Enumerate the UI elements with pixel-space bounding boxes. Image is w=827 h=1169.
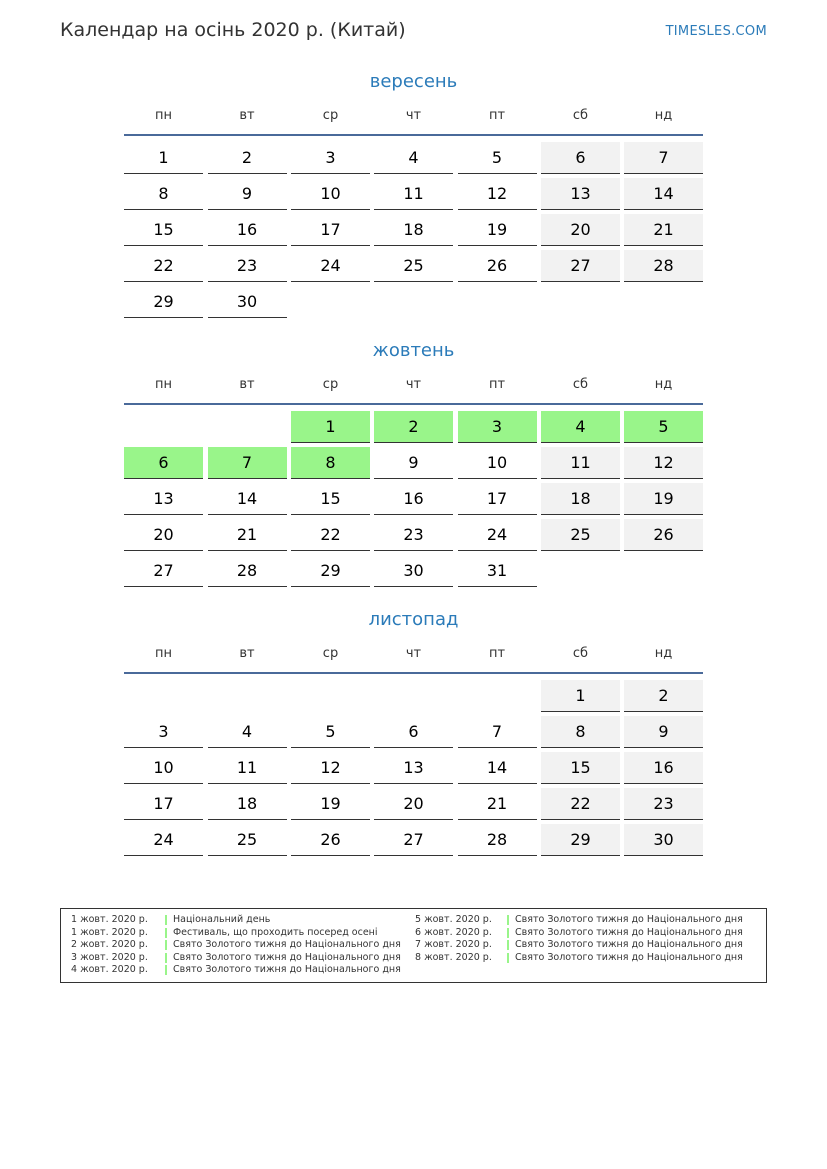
day-cell: 10 [124, 752, 203, 784]
day-cell: 3 [458, 411, 537, 443]
weekday-label: чт [405, 108, 422, 123]
legend-date: 8 жовт. 2020 р. [415, 951, 492, 963]
day-cell: 6 [541, 142, 620, 174]
weekday-label: вт [239, 108, 255, 123]
day-cell: 28 [458, 824, 537, 856]
legend-color-marker [507, 915, 509, 925]
day-cell: 15 [124, 214, 203, 246]
month-title: жовтень [372, 340, 455, 361]
day-cell: 20 [374, 788, 453, 820]
weekday-label: пн [155, 646, 172, 661]
weekday-label: нд [654, 646, 673, 661]
day-cell: 8 [291, 447, 370, 479]
legend-entry [71, 939, 401, 952]
day-cell: 21 [208, 519, 287, 551]
day-cell: 20 [541, 214, 620, 246]
legend-date: 3 жовт. 2020 р. [71, 951, 148, 963]
month-title: вересень [369, 71, 458, 92]
legend-color-marker [165, 965, 167, 975]
weekday-label: нд [654, 108, 673, 123]
weekday-header [124, 642, 703, 674]
legend-entry [415, 939, 755, 952]
month-3 [124, 607, 703, 849]
legend-entry [71, 952, 401, 965]
legend-column-left [71, 914, 401, 977]
weekday-label: пт [488, 377, 506, 392]
day-cell: 14 [458, 752, 537, 784]
day-cell: 20 [124, 519, 203, 551]
day-cell: 11 [541, 447, 620, 479]
day-cell: 13 [124, 483, 203, 515]
legend-color-marker [165, 953, 167, 963]
day-cell: 1 [541, 680, 620, 712]
weekday-label: ср [322, 108, 339, 123]
day-cell: 30 [208, 286, 287, 318]
day-cell: 5 [458, 142, 537, 174]
day-cell: 21 [624, 214, 703, 246]
day-cell: 25 [541, 519, 620, 551]
day-cell: 14 [208, 483, 287, 515]
day-cell: 6 [374, 716, 453, 748]
month-2 [124, 338, 703, 580]
day-cell: 29 [124, 286, 203, 318]
day-cell: 11 [208, 752, 287, 784]
day-cell: 18 [374, 214, 453, 246]
day-cell: 3 [291, 142, 370, 174]
day-cell: 8 [124, 178, 203, 210]
day-cell: 23 [624, 788, 703, 820]
weekday-header [124, 373, 703, 405]
legend-entry [71, 914, 401, 927]
day-cell: 12 [624, 447, 703, 479]
day-cell: 16 [624, 752, 703, 784]
legend-date: 2 жовт. 2020 р. [71, 939, 148, 950]
day-cell: 7 [458, 716, 537, 748]
day-cell: 28 [208, 555, 287, 587]
day-cell: 17 [124, 788, 203, 820]
legend-holiday-name: Свято Золотого тижня до Національного дня [173, 951, 401, 963]
day-cell: 1 [124, 142, 203, 174]
day-cell: 26 [291, 824, 370, 856]
weekday-label: сб [572, 377, 589, 392]
day-cell: 26 [458, 250, 537, 282]
day-cell: 16 [208, 214, 287, 246]
day-cell: 5 [624, 411, 703, 443]
day-cell: 12 [458, 178, 537, 210]
day-cell: 15 [291, 483, 370, 515]
day-cell: 4 [374, 142, 453, 174]
day-cell: 13 [541, 178, 620, 210]
day-cell: 1 [291, 411, 370, 443]
day-cell: 22 [291, 519, 370, 551]
legend-color-marker [165, 940, 167, 950]
day-cell: 14 [624, 178, 703, 210]
legend-date: 7 жовт. 2020 р. [415, 939, 492, 950]
day-cell: 16 [374, 483, 453, 515]
weekday-label: чт [405, 377, 422, 392]
day-cell: 24 [291, 250, 370, 282]
day-cell: 7 [208, 447, 287, 479]
legend-date: 5 жовт. 2020 р. [415, 914, 492, 925]
legend-entry [71, 964, 401, 977]
day-cell: 25 [208, 824, 287, 856]
day-cell: 3 [124, 716, 203, 748]
legend-color-marker [165, 915, 167, 925]
day-cell: 18 [208, 788, 287, 820]
weekday-label: пн [155, 108, 172, 123]
legend-color-marker [165, 928, 167, 938]
legend-entry [415, 952, 755, 965]
day-cell: 4 [541, 411, 620, 443]
legend-holiday-name: Свято Золотого тижня до Національного дня [515, 914, 743, 925]
day-cell: 7 [624, 142, 703, 174]
day-cell: 23 [208, 250, 287, 282]
legend-date: 1 жовт. 2020 р. [71, 914, 148, 925]
day-cell: 11 [374, 178, 453, 210]
day-cell: 27 [541, 250, 620, 282]
day-cell: 30 [624, 824, 703, 856]
legend-holiday-name: Свято Золотого тижня до Національного дня [173, 939, 401, 950]
month-title: листопад [368, 609, 459, 630]
weekday-header [124, 104, 703, 136]
legend-date: 6 жовт. 2020 р. [415, 926, 492, 938]
weekday-label: вт [239, 646, 255, 661]
day-cell: 31 [458, 555, 537, 587]
legend-holiday-name: Свято Золотого тижня до Національного дня [515, 951, 743, 963]
weekday-label: вт [239, 377, 255, 392]
day-cell: 19 [291, 788, 370, 820]
day-cell: 29 [291, 555, 370, 587]
page-title: Календар на осінь 2020 р. (Китай) [60, 19, 406, 41]
weekday-label: сб [572, 646, 589, 661]
day-cell: 8 [541, 716, 620, 748]
site-link[interactable]: TIMESLES.COM [665, 24, 767, 39]
day-cell: 10 [291, 178, 370, 210]
day-cell: 18 [541, 483, 620, 515]
weekday-label: нд [654, 377, 673, 392]
day-cell: 10 [458, 447, 537, 479]
day-cell: 2 [374, 411, 453, 443]
legend-holiday-name: Фестиваль, що проходить посеред осені [173, 926, 378, 938]
weekday-label: сб [572, 108, 589, 123]
day-cell: 25 [374, 250, 453, 282]
day-cell: 29 [541, 824, 620, 856]
day-cell: 5 [291, 716, 370, 748]
day-cell: 12 [291, 752, 370, 784]
day-cell: 6 [124, 447, 203, 479]
day-cell: 21 [458, 788, 537, 820]
day-cell: 27 [124, 555, 203, 587]
holiday-legend [60, 908, 767, 983]
month-1 [124, 69, 703, 311]
legend-color-marker [507, 940, 509, 950]
day-cell: 15 [541, 752, 620, 784]
legend-holiday-name: Свято Золотого тижня до Національного дня [515, 939, 743, 950]
day-cell: 23 [374, 519, 453, 551]
weekday-label: ср [322, 377, 339, 392]
legend-date: 1 жовт. 2020 р. [71, 926, 148, 938]
day-cell: 26 [624, 519, 703, 551]
day-cell: 9 [208, 178, 287, 210]
day-cell: 24 [458, 519, 537, 551]
legend-entry [71, 927, 401, 940]
legend-entry [415, 927, 755, 940]
day-cell: 30 [374, 555, 453, 587]
weekday-label: ср [322, 646, 339, 661]
legend-holiday-name: Національний день [173, 914, 271, 925]
legend-column-right [415, 914, 755, 964]
legend-entry [415, 914, 755, 927]
day-cell: 2 [624, 680, 703, 712]
day-cell: 9 [624, 716, 703, 748]
day-cell: 4 [208, 716, 287, 748]
day-cell: 22 [541, 788, 620, 820]
day-cell: 2 [208, 142, 287, 174]
day-cell: 27 [374, 824, 453, 856]
day-cell: 17 [458, 483, 537, 515]
day-cell: 13 [374, 752, 453, 784]
weekday-label: чт [405, 646, 422, 661]
day-cell: 19 [458, 214, 537, 246]
day-cell: 19 [624, 483, 703, 515]
day-cell: 17 [291, 214, 370, 246]
day-cell: 22 [124, 250, 203, 282]
legend-holiday-name: Свято Золотого тижня до Національного дня [515, 926, 743, 938]
day-cell: 9 [374, 447, 453, 479]
weekday-label: пн [155, 377, 172, 392]
legend-date: 4 жовт. 2020 р. [71, 964, 148, 975]
weekday-label: пт [488, 646, 506, 661]
day-cell: 28 [624, 250, 703, 282]
day-cell: 24 [124, 824, 203, 856]
legend-color-marker [507, 953, 509, 963]
legend-color-marker [507, 928, 509, 938]
weekday-label: пт [488, 108, 506, 123]
legend-holiday-name: Свято Золотого тижня до Національного дня [173, 964, 401, 975]
